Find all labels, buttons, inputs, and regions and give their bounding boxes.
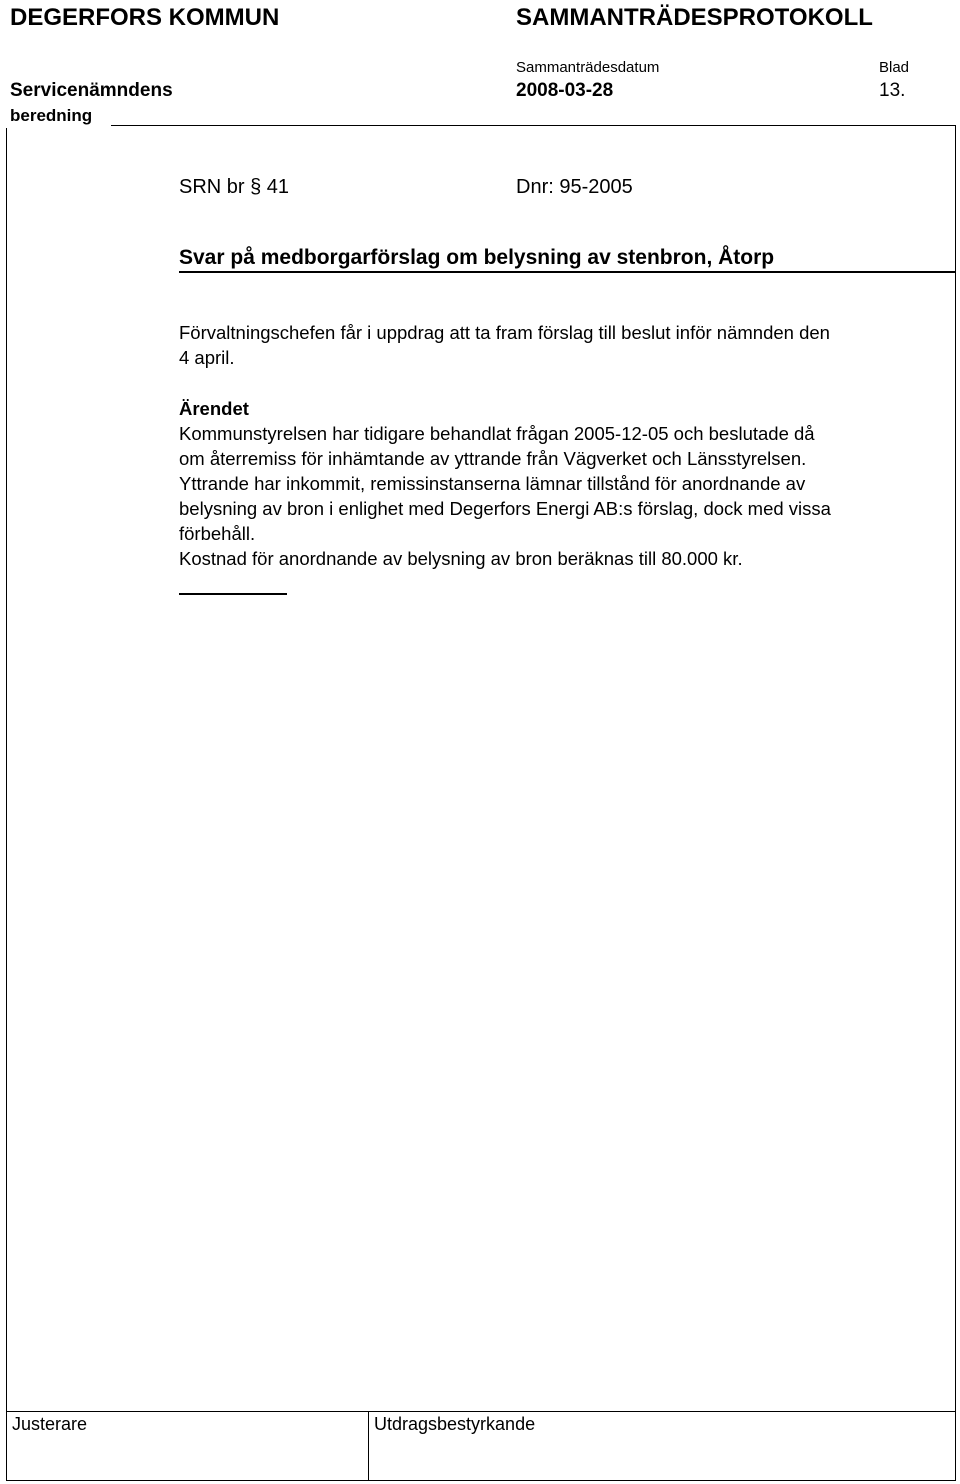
decision-line: Förvaltningschefen får i uppdrag att ta fram förslag till beslut inför nämnden den <box>179 322 830 343</box>
page-number: 13. <box>879 80 906 101</box>
matter-line: Kostnad för anordnande av belysning av bron beräknas till 80.000 kr. <box>179 548 743 569</box>
matter-line: förbehåll. <box>179 523 256 544</box>
frame-bottom <box>6 1480 956 1481</box>
section-title: Svar på medborgarförslag om belysning av stenbron, Åtorp <box>179 246 775 269</box>
matter-line: om återremiss för inhämtande av yttrande från Vägverket och Länsstyrelsen. <box>179 448 807 469</box>
meeting-date: 2008-03-28 <box>516 80 614 101</box>
page-label: Blad <box>879 59 910 76</box>
decision-text <box>179 320 830 370</box>
footer-rule <box>6 1411 956 1412</box>
committee-name-cont: beredning <box>10 106 93 125</box>
header-rule <box>111 125 956 126</box>
matter-heading: Ärendet <box>179 398 249 419</box>
matter-line: belysning av bron i enlighet med Degerfors Energi AB:s förslag, dock med vissa <box>179 498 831 519</box>
matter-line: Yttrande har inkommit, remissinstanserna lämnar tillstånd för anordnande av <box>179 473 806 494</box>
committee-name: Servicenämndens <box>10 80 173 101</box>
utdrag-label: Utdragsbestyrkande <box>374 1414 536 1434</box>
frame-right <box>955 125 956 1481</box>
decision-line: 4 april. <box>179 347 235 368</box>
org-name: DEGERFORS KOMMUN <box>10 4 280 31</box>
case-number: Dnr: 95-2005 <box>516 176 633 198</box>
matter-line: Kommunstyrelsen har tidigare behandlat frågan 2005-12-05 och beslutade då <box>179 423 815 444</box>
title-rule <box>179 271 956 273</box>
end-rule <box>179 593 287 595</box>
justerare-label: Justerare <box>12 1414 88 1434</box>
section-reference: SRN br § 41 <box>179 176 290 198</box>
date-label: Sammanträdesdatum <box>516 59 660 76</box>
frame-left <box>6 128 7 1481</box>
footer-divider <box>368 1411 369 1481</box>
document-type: SAMMANTRÄDESPROTOKOLL <box>516 4 873 31</box>
matter-text <box>179 421 831 571</box>
